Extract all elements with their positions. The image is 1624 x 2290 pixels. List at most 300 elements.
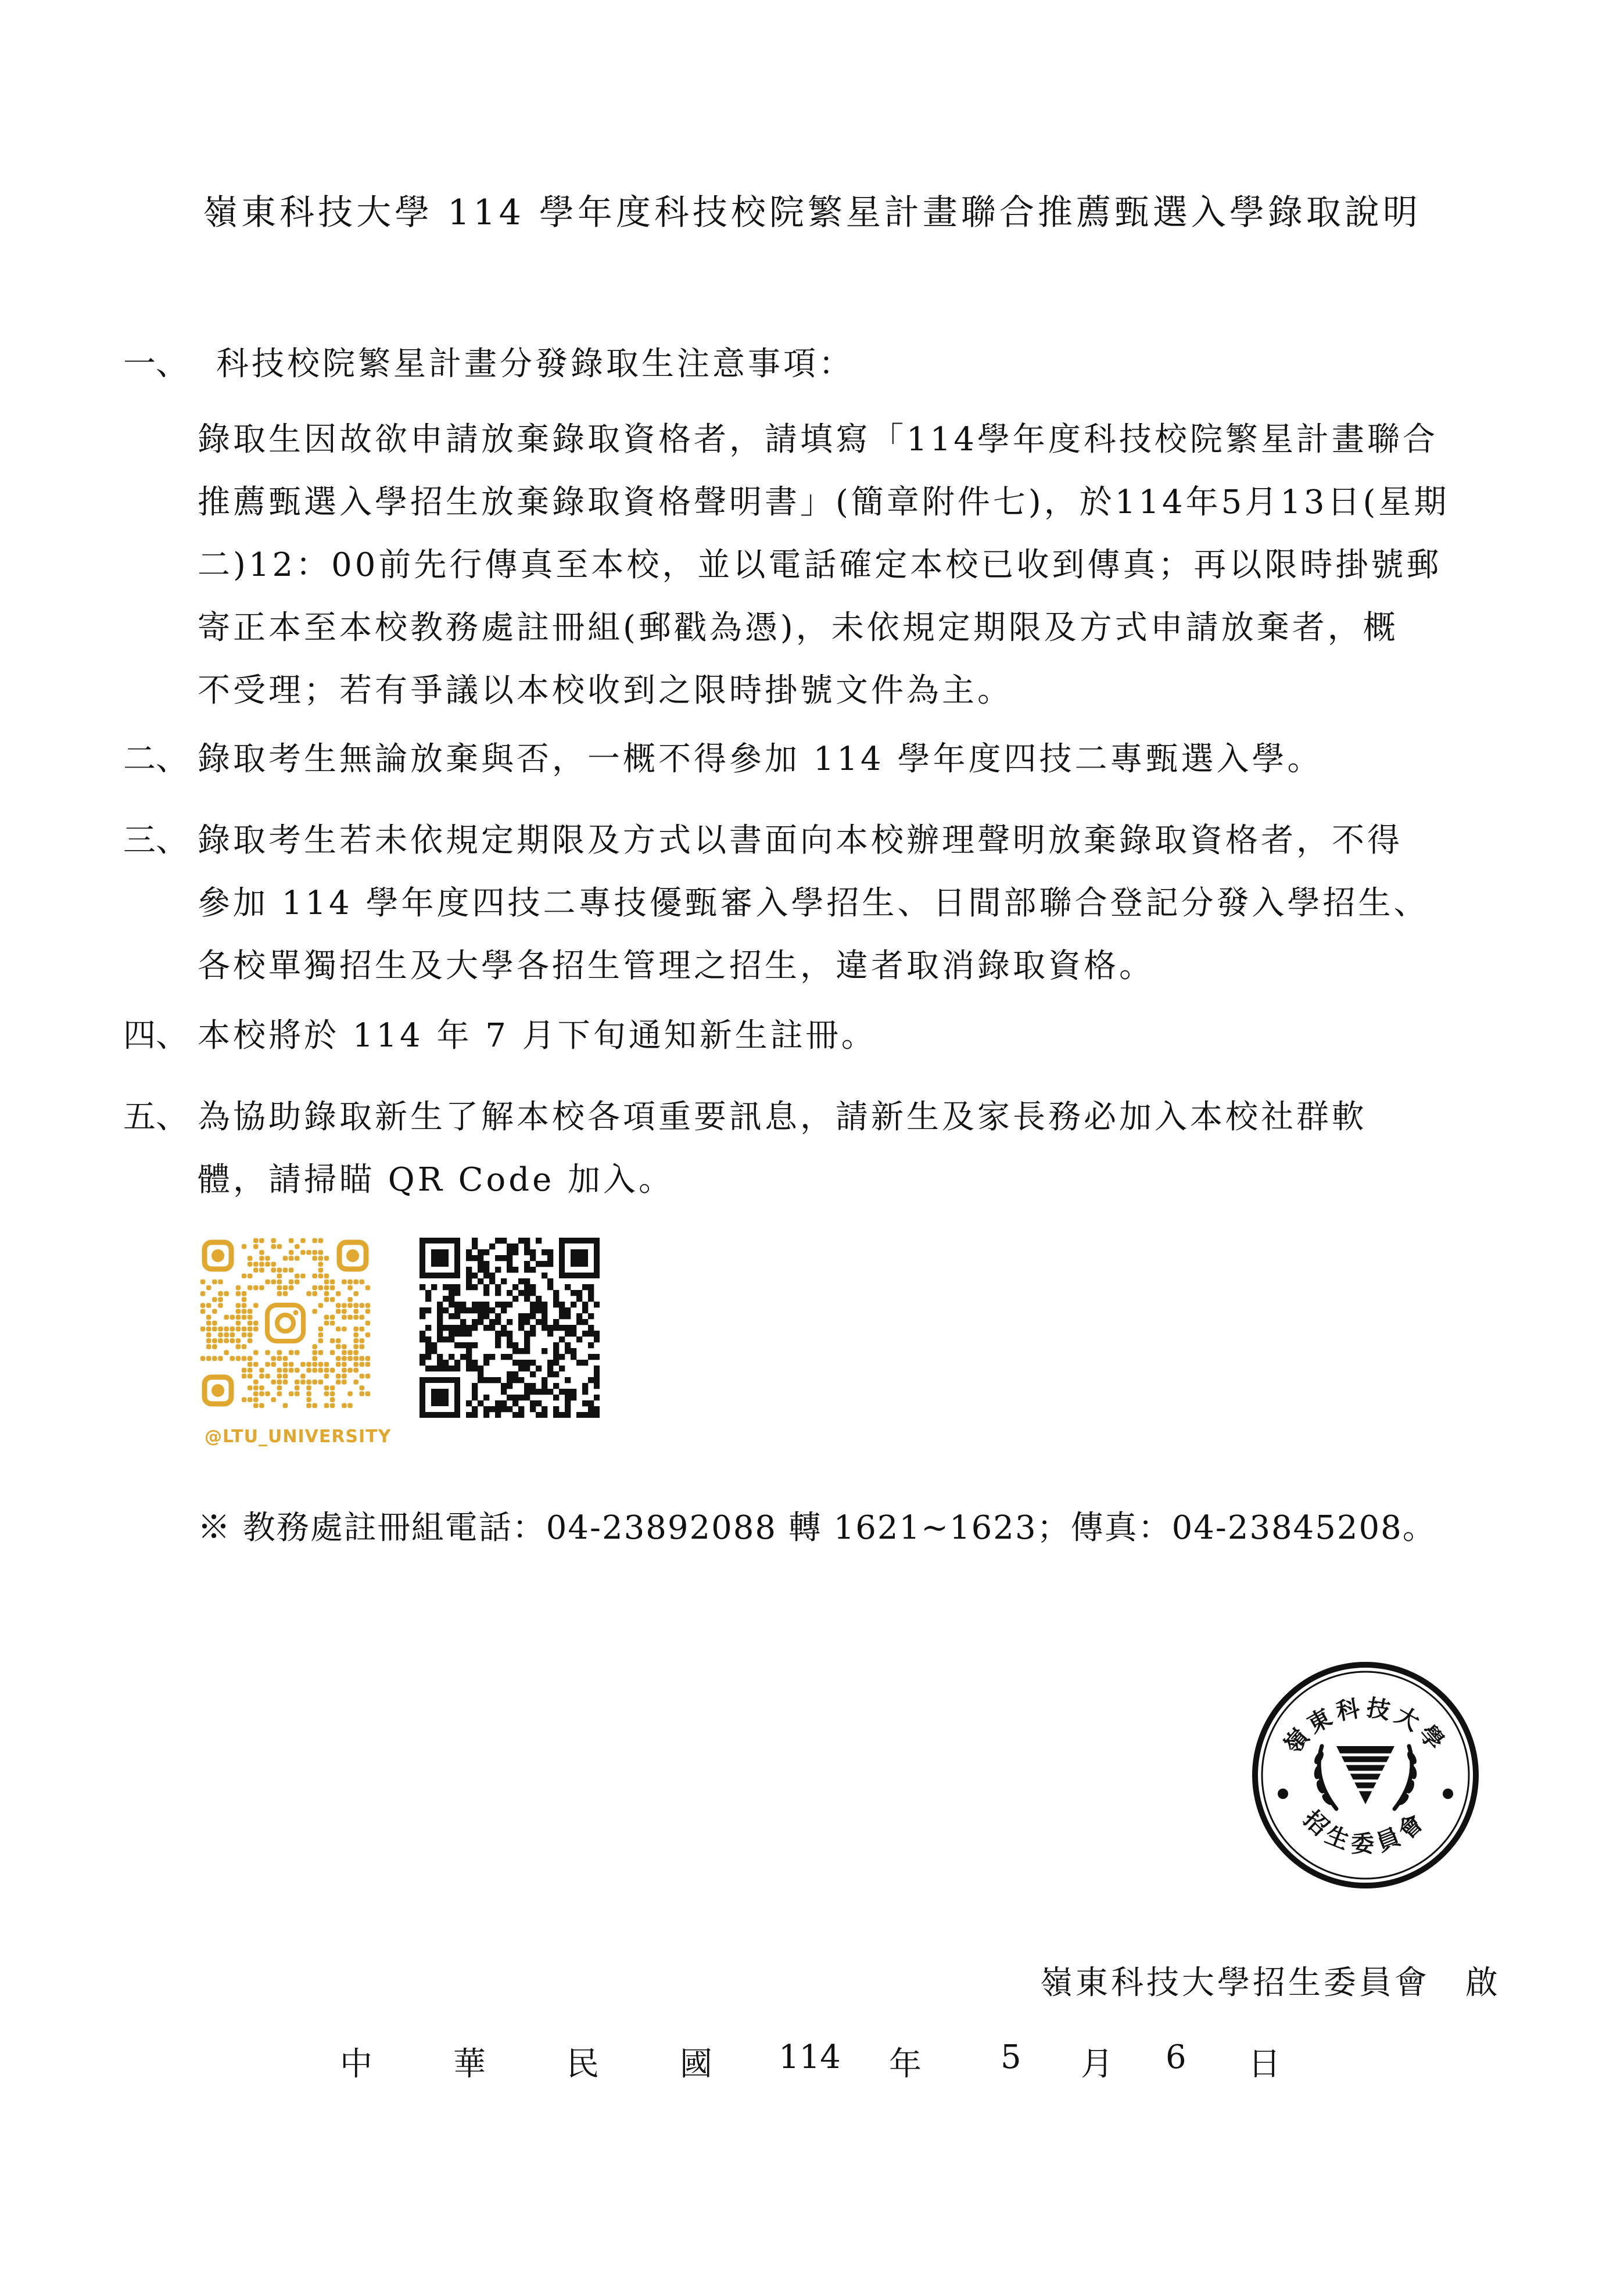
qr-module — [565, 1412, 571, 1418]
qr-module — [565, 1406, 571, 1412]
qr-module — [242, 1303, 247, 1308]
qr-module — [318, 1285, 324, 1291]
qr-module — [466, 1278, 472, 1284]
qr-module — [483, 1395, 489, 1400]
qr-module — [512, 1371, 518, 1377]
qr-module — [283, 1267, 288, 1273]
qr-module — [218, 1338, 223, 1343]
qr-module — [277, 1274, 282, 1279]
section-1-label: 一、 — [123, 345, 188, 383]
qr-module — [582, 1319, 588, 1325]
qr-module — [466, 1360, 472, 1366]
qr-module — [443, 1366, 449, 1371]
qr-module — [524, 1395, 530, 1400]
qr-module — [347, 1368, 353, 1373]
qr-module — [472, 1383, 478, 1389]
qr-module — [495, 1267, 501, 1273]
qr-module — [437, 1366, 443, 1371]
qr-module — [553, 1406, 559, 1412]
qr-module — [289, 1285, 294, 1291]
qr-module — [300, 1238, 306, 1243]
qr-module — [206, 1315, 211, 1320]
qr-module — [360, 1303, 365, 1308]
qr-module — [565, 1389, 571, 1395]
date-char: 華 — [453, 2045, 486, 2083]
qr-module — [536, 1412, 542, 1418]
qr-module — [253, 1244, 259, 1249]
qr-module — [212, 1327, 217, 1332]
qr-module — [330, 1315, 335, 1320]
qr-module — [542, 1313, 547, 1319]
qr-module — [495, 1255, 501, 1261]
qr-module — [360, 1280, 365, 1285]
qr-module — [259, 1256, 264, 1261]
qr-module — [330, 1385, 335, 1391]
qr-module — [495, 1331, 501, 1336]
qr-module — [425, 1336, 431, 1342]
qr-module — [271, 1362, 276, 1367]
qr-module — [472, 1412, 478, 1418]
qr-module — [530, 1313, 536, 1319]
contact-note: ※ 教務處註冊組電話：04-23892088 轉 1621~1623；傳真：04-23845208。 — [198, 1509, 1436, 1547]
qr-module — [512, 1360, 518, 1366]
qr-module — [542, 1319, 547, 1325]
qr-module — [542, 1389, 547, 1395]
qr-module — [536, 1261, 542, 1267]
qr-module — [330, 1338, 335, 1343]
qr-module — [295, 1244, 300, 1249]
qr-module — [300, 1374, 306, 1379]
qr-module — [295, 1368, 300, 1373]
qr-module — [512, 1342, 518, 1348]
qr-module — [530, 1290, 536, 1296]
qr-module — [547, 1249, 553, 1255]
qr-module — [437, 1307, 443, 1313]
qr-module — [582, 1389, 588, 1395]
qr-module — [265, 1280, 270, 1285]
qr-module — [501, 1389, 507, 1395]
qr-module — [530, 1331, 536, 1336]
qr-module — [242, 1368, 247, 1373]
section-5-label: 五、 — [123, 1098, 188, 1136]
section-1-line: 推薦甄選入學招生放棄錄取資格聲明書」(簡章附件七)，於114年5月13日(星期 — [198, 483, 1450, 521]
qr-module — [253, 1267, 259, 1273]
qr-module — [553, 1348, 559, 1354]
qr-module — [449, 1325, 454, 1331]
qr-module — [306, 1391, 311, 1396]
qr-module — [236, 1327, 241, 1332]
instagram-qr-code-icon[interactable] — [200, 1238, 371, 1411]
qr-module — [312, 1350, 317, 1355]
qr-module — [495, 1406, 501, 1412]
qr-module — [512, 1243, 518, 1249]
date-char: 日 — [1248, 2045, 1281, 2083]
instagram-handle: @LTU_UNIVERSITY — [205, 1427, 392, 1447]
qr-module — [536, 1296, 542, 1302]
qr-module — [507, 1249, 512, 1255]
qr-module — [330, 1397, 335, 1403]
qr-module — [277, 1374, 282, 1379]
qr-module — [242, 1374, 247, 1379]
qr-module — [300, 1274, 306, 1279]
qr-module — [312, 1250, 317, 1255]
qr-module — [265, 1350, 270, 1355]
qr-module — [318, 1303, 324, 1308]
qr-module — [495, 1400, 501, 1406]
qr-module — [425, 1366, 431, 1371]
qr-module — [472, 1273, 478, 1278]
qr-module — [559, 1389, 565, 1395]
qr-module — [542, 1302, 547, 1307]
qr-module — [542, 1325, 547, 1331]
qr-module — [431, 1342, 437, 1348]
qr-module — [571, 1290, 576, 1296]
qr-module — [306, 1362, 311, 1367]
qr-module — [530, 1267, 536, 1273]
qr-module — [242, 1297, 247, 1302]
qr-module — [437, 1313, 443, 1319]
date-year: 114 — [779, 2038, 841, 2076]
qr-module — [342, 1344, 347, 1349]
qr-module — [312, 1356, 317, 1361]
qr-module — [318, 1238, 324, 1243]
qr-module — [277, 1385, 282, 1391]
qr-module — [483, 1307, 489, 1313]
qr-module — [312, 1368, 317, 1373]
qr-module — [524, 1261, 530, 1267]
qr-module — [425, 1307, 431, 1313]
qr-module — [466, 1284, 472, 1290]
qr-module — [289, 1391, 294, 1396]
qr-module — [478, 1255, 483, 1261]
qr-module — [420, 1313, 425, 1319]
qr-module — [283, 1379, 288, 1385]
qr-module — [248, 1327, 253, 1332]
qr-module — [336, 1362, 341, 1367]
qr-module — [594, 1366, 600, 1371]
qr-module — [449, 1284, 454, 1290]
qr-module — [342, 1368, 347, 1373]
qr-module — [283, 1368, 288, 1373]
qr-module — [472, 1302, 478, 1307]
qr-module — [342, 1315, 347, 1320]
qr-module — [347, 1297, 353, 1302]
qr-module — [200, 1327, 206, 1332]
qr-module — [336, 1344, 341, 1349]
qr-module — [571, 1325, 576, 1331]
qr-module — [582, 1412, 588, 1418]
qr-module — [536, 1319, 542, 1325]
qr-module — [289, 1267, 294, 1273]
qr-module — [501, 1400, 507, 1406]
qr-module — [253, 1350, 259, 1355]
qr-module — [437, 1331, 443, 1336]
qr-module — [518, 1377, 524, 1383]
qr-module — [495, 1412, 501, 1418]
qr-module — [283, 1362, 288, 1367]
qr-module — [588, 1412, 594, 1418]
section-1-line: 二)12：00前先行傳真至本校，並以電話確定本校已收到傳真；再以限時掛號郵 — [198, 546, 1442, 584]
qr-module — [547, 1284, 553, 1290]
qr-module — [542, 1406, 547, 1412]
qr-module — [518, 1395, 524, 1400]
qr-module — [253, 1397, 259, 1403]
qr-module — [342, 1403, 347, 1409]
seal-top-text: 嶺東科技大學 — [1278, 1694, 1453, 1759]
qr-module — [295, 1379, 300, 1385]
qr-module — [472, 1319, 478, 1325]
qr-module — [248, 1274, 253, 1279]
qr-module — [289, 1368, 294, 1373]
qr-module — [277, 1280, 282, 1285]
qr-module — [449, 1296, 454, 1302]
qr-module — [466, 1267, 472, 1273]
qr-module — [360, 1356, 365, 1361]
qr-module — [507, 1406, 512, 1412]
qr-module — [277, 1244, 282, 1249]
qr-module — [524, 1243, 530, 1249]
qr-module — [542, 1261, 547, 1267]
qr-module — [200, 1303, 206, 1308]
qr-module — [582, 1331, 588, 1336]
qr-module — [425, 1296, 431, 1302]
line-qr-code-icon[interactable] — [420, 1238, 600, 1420]
date-char: 國 — [680, 2045, 712, 2083]
qr-module — [437, 1336, 443, 1342]
qr-module — [512, 1267, 518, 1273]
qr-module — [253, 1362, 259, 1367]
section-3-line: 各校單獨招生及大學各招生管理之招生，違者取消錄取資格。 — [198, 947, 1155, 985]
qr-module — [536, 1238, 542, 1243]
qr-module — [200, 1309, 206, 1314]
qr-module — [460, 1325, 466, 1331]
qr-module — [542, 1383, 547, 1389]
qr-module — [582, 1307, 588, 1313]
qr-module — [277, 1350, 282, 1355]
section-2-line: 錄取考生無論放棄與否，一概不得參加 114 學年度四技二專甄選入學。 — [198, 740, 1323, 778]
qr-module — [553, 1290, 559, 1296]
qr-module — [478, 1307, 483, 1313]
qr-module — [588, 1331, 594, 1336]
date-char: 月 — [1081, 2045, 1113, 2083]
qr-module — [507, 1243, 512, 1249]
qr-module — [489, 1406, 495, 1412]
qr-module — [512, 1395, 518, 1400]
qr-module — [420, 1336, 425, 1342]
qr-module — [443, 1336, 449, 1342]
qr-module — [594, 1383, 600, 1389]
qr-module — [318, 1327, 324, 1332]
qr-module — [454, 1325, 460, 1331]
qr-module — [360, 1385, 365, 1391]
qr-module — [501, 1238, 507, 1243]
qr-module — [253, 1262, 259, 1267]
qr-module — [324, 1403, 329, 1409]
qr-module — [330, 1350, 335, 1355]
qr-module — [483, 1249, 489, 1255]
qr-module — [259, 1238, 264, 1243]
qr-module — [576, 1360, 582, 1366]
qr-module — [524, 1336, 530, 1342]
qr-module — [588, 1290, 594, 1296]
qr-module — [306, 1397, 311, 1403]
qr-module — [324, 1297, 329, 1302]
qr-module — [460, 1354, 466, 1360]
qr-module — [489, 1243, 495, 1249]
qr-module — [218, 1332, 223, 1338]
qr-module — [271, 1280, 276, 1285]
qr-module — [265, 1374, 270, 1379]
qr-module — [518, 1406, 524, 1412]
qr-module — [206, 1327, 211, 1332]
qr-module — [347, 1391, 353, 1396]
qr-module — [495, 1290, 501, 1296]
qr-module — [483, 1261, 489, 1267]
qr-module — [289, 1350, 294, 1355]
qr-module — [443, 1284, 449, 1290]
qr-module — [547, 1360, 553, 1366]
qr-module — [324, 1374, 329, 1379]
qr-module — [588, 1313, 594, 1319]
qr-module — [330, 1321, 335, 1326]
qr-module — [353, 1309, 359, 1314]
qr-module — [330, 1297, 335, 1302]
qr-module — [553, 1412, 559, 1418]
qr-module — [347, 1285, 353, 1291]
qr-module — [437, 1354, 443, 1360]
qr-module — [565, 1313, 571, 1319]
qr-module — [443, 1296, 449, 1302]
qr-module — [312, 1291, 317, 1296]
qr-module — [342, 1350, 347, 1355]
qr-module — [347, 1303, 353, 1308]
qr-module — [353, 1338, 359, 1343]
qr-module — [565, 1400, 571, 1406]
qr-module — [295, 1256, 300, 1261]
qr-module — [342, 1379, 347, 1385]
qr-module — [536, 1400, 542, 1406]
qr-module — [518, 1325, 524, 1331]
qr-module — [507, 1336, 512, 1342]
qr-module — [353, 1344, 359, 1349]
qr-module — [466, 1400, 472, 1406]
qr-module — [324, 1385, 329, 1391]
qr-module — [318, 1267, 324, 1273]
section-5-line: 體，請掃瞄 QR Code 加入。 — [198, 1161, 675, 1199]
qr-module — [236, 1321, 241, 1326]
qr-module — [489, 1273, 495, 1278]
qr-module — [342, 1280, 347, 1285]
qr-module — [542, 1307, 547, 1313]
qr-module — [289, 1362, 294, 1367]
qr-module — [336, 1291, 341, 1296]
qr-module — [253, 1285, 259, 1291]
qr-module — [478, 1377, 483, 1383]
qr-module — [437, 1319, 443, 1325]
qr-module — [443, 1307, 449, 1313]
qr-module — [495, 1302, 501, 1307]
qr-module — [507, 1261, 512, 1267]
qr-module — [518, 1278, 524, 1284]
qr-module — [507, 1255, 512, 1261]
qr-module — [425, 1290, 431, 1296]
qr-module — [489, 1307, 495, 1313]
qr-module — [431, 1348, 437, 1354]
qr-module — [507, 1267, 512, 1273]
qr-module — [289, 1256, 294, 1261]
qr-module — [524, 1366, 530, 1371]
qr-module — [594, 1371, 600, 1377]
qr-module — [312, 1309, 317, 1314]
qr-module — [443, 1360, 449, 1366]
qr-module — [571, 1302, 576, 1307]
qr-module — [295, 1274, 300, 1279]
qr-module — [330, 1280, 335, 1285]
qr-module — [582, 1360, 588, 1366]
qr-module — [353, 1332, 359, 1338]
qr-module — [449, 1302, 454, 1307]
qr-module — [248, 1385, 253, 1391]
date-char: 中 — [340, 2045, 372, 2083]
qr-module — [212, 1356, 217, 1361]
qr-module — [478, 1319, 483, 1325]
qr-module — [530, 1284, 536, 1290]
qr-module — [472, 1238, 478, 1243]
qr-module — [353, 1280, 359, 1285]
qr-module — [547, 1261, 553, 1267]
qr-module — [224, 1350, 229, 1355]
qr-module — [324, 1274, 329, 1279]
qr-module — [318, 1262, 324, 1267]
qr-module — [324, 1315, 329, 1320]
qr-module — [495, 1336, 501, 1342]
qr-module — [472, 1243, 478, 1249]
qr-module — [507, 1342, 512, 1348]
qr-module — [489, 1278, 495, 1284]
qr-module — [277, 1368, 282, 1373]
qr-module — [324, 1391, 329, 1396]
qr-module — [466, 1342, 472, 1348]
qr-module — [318, 1338, 324, 1343]
qr-module — [318, 1379, 324, 1385]
qr-module — [553, 1395, 559, 1400]
qr-module — [253, 1303, 259, 1308]
qr-module — [200, 1280, 206, 1285]
qr-module — [559, 1412, 565, 1418]
qr-module — [524, 1278, 530, 1284]
qr-module — [553, 1360, 559, 1366]
qr-module — [524, 1313, 530, 1319]
qr-module — [271, 1262, 276, 1267]
qr-module — [224, 1332, 229, 1338]
section-1-heading: 科技校院繁星計畫分發錄取生注意事項： — [216, 345, 854, 383]
qr-module — [248, 1374, 253, 1379]
qr-module — [283, 1285, 288, 1291]
signature: 嶺東科技大學招生委員會 啟 — [1040, 1964, 1501, 2002]
qr-module — [318, 1332, 324, 1338]
section-1-line: 寄正本至本校教務處註冊組(郵戳為憑)，未依規定期限及方式申請放棄者，概 — [198, 609, 1399, 647]
qr-module — [507, 1302, 512, 1307]
qr-module — [524, 1348, 530, 1354]
qr-module — [324, 1280, 329, 1285]
qr-module — [524, 1383, 530, 1389]
qr-module — [248, 1356, 253, 1361]
qr-module — [489, 1354, 495, 1360]
qr-module — [324, 1368, 329, 1373]
section-4-label: 四、 — [123, 1017, 188, 1055]
qr-module — [512, 1296, 518, 1302]
qr-module — [472, 1389, 478, 1395]
